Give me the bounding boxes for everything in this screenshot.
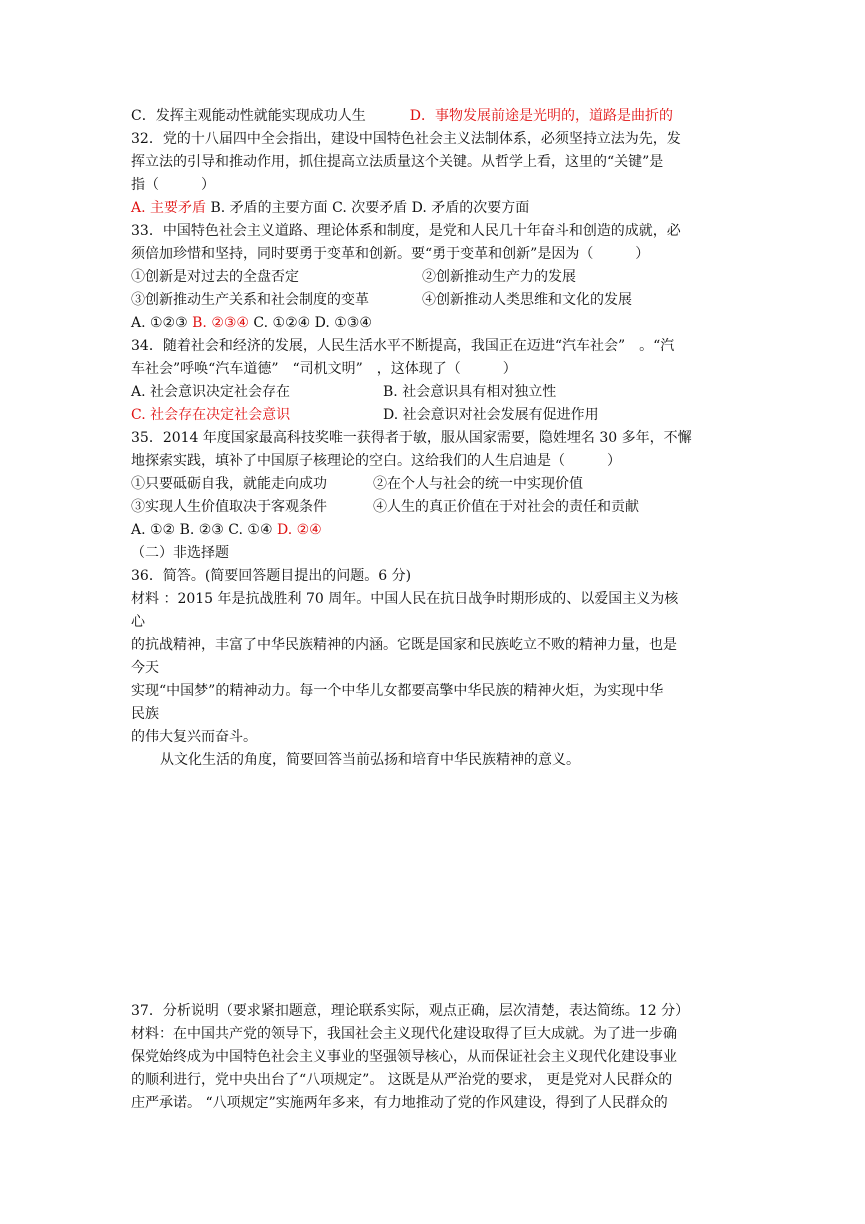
q37-material-line2: 保党始终成为中国特色社会主义事业的坚强领导核心，从而保证社会主义现代化建设事业 xyxy=(131,1049,677,1065)
q35-item-2: ②在个人与社会的统一中实现价值 xyxy=(373,476,583,492)
q32-stem-line2: 挥立法的引导和推动作用，抓住提高立法质量这个关键。从哲学上看，这里的“关键”是 xyxy=(131,154,664,170)
q33-option-b-answer: B. ②③④ xyxy=(192,315,249,331)
q33-items-row1 xyxy=(131,267,741,287)
q33-item-2: ②创新推动生产力的发展 xyxy=(422,269,576,285)
q33-items-row2 xyxy=(131,290,741,310)
q36-material-line7: 的伟大复兴而奋斗。 xyxy=(131,729,257,745)
q37-material-line3: 的顺利进行，党中央出台了“八项规定”。 这既是从严治党的要求， 更是党对人民群众的 xyxy=(131,1072,673,1088)
q34-option-d: D. 社会意识对社会发展有促进作用 xyxy=(383,407,599,423)
q31-option-d-answer: D．事物发展前途是光明的，道路是曲折的 xyxy=(409,108,673,124)
q34-option-b: B. 社会意识具有相对独立性 xyxy=(383,384,557,400)
q37-heading: 37．分析说明（要求紧扣题意，理论联系实际，观点正确，层次清楚，表达简练。12 分） xyxy=(131,1003,690,1019)
q31-options-cd xyxy=(131,106,741,126)
q34-options-row1 xyxy=(131,382,741,402)
q33-stem-line1: 33．中国特色社会主义道路、理论体系和制度，是党和人民几十年奋斗和创造的成就，必 xyxy=(131,223,681,239)
q35-items-row2 xyxy=(131,497,741,517)
q36-material-line3: 的抗战精神，丰富了中华民族精神的内涵。它既是国家和民族屹立不败的精神力量，也是 xyxy=(131,637,677,653)
q36-material-line6: 民族 xyxy=(131,706,159,722)
q35-item-3: ③实现人生价值取决于客观条件 xyxy=(131,499,327,515)
q36-material-line4: 今天 xyxy=(131,660,159,676)
q34-option-a: A. 社会意识决定社会存在 xyxy=(131,384,291,400)
q32-option-a-answer: A. 主要矛盾 xyxy=(131,200,207,216)
q33-stem-line2: 须倍加珍惜和坚持，同时要勇于变革和创新。要“勇于变革和创新”是因为（ ） xyxy=(131,246,650,262)
q35-item-4: ④人生的真正价值在于对社会的责任和贡献 xyxy=(373,499,639,515)
q32-stem-line3: 指（ ） xyxy=(131,177,215,193)
q34-stem-line2: 车社会”呼唤“汽车道德” “司机文明” ，这体现了（ ） xyxy=(131,361,517,377)
q33-item-4: ④创新推动人类思维和文化的发展 xyxy=(422,292,632,308)
q31-option-c: C．发挥主观能动性就能实现成功人生 xyxy=(131,108,366,124)
q35-stem-line2: 地探索实践，填补了中国原子核理论的空白。这给我们的人生启迪是（ ） xyxy=(131,453,621,469)
q33-item-3: ③创新推动生产关系和社会制度的变革 xyxy=(131,292,369,308)
q35-item-1: ①只要砥砺自我，就能走向成功 xyxy=(131,476,327,492)
section-heading-non-choice: （二）非选择题 xyxy=(131,545,229,561)
q33-options xyxy=(131,313,741,333)
q33-options-rest: C. ①②④ D. ①③④ xyxy=(248,315,372,331)
q32-options-rest: B. 矛盾的主要方面 C. 次要矛盾 D. 矛盾的次要方面 xyxy=(206,200,530,216)
q35-items-row1 xyxy=(131,474,741,494)
q34-options-row2 xyxy=(131,405,741,425)
q33-option-a: A. ①②③ xyxy=(131,315,193,331)
q34-option-c-answer: C. 社会存在决定社会意识 xyxy=(131,407,291,423)
q36-material-line5: 实现“中国梦”的精神动力。每一个中华儿女都要高擎中华民族的精神火炬，为实现中华 xyxy=(131,683,664,699)
q35-option-d-answer: D. ②④ xyxy=(276,522,322,538)
q32-options xyxy=(131,198,741,218)
q36-material-line2: 心 xyxy=(131,614,145,630)
q36-material-line1: 材料 ：2015 年是抗战胜利 70 周年。中国人民在抗日战争时期形成的、以爱国主义为核 xyxy=(131,591,679,607)
q34-stem-line1: 34．随着社会和经济的发展，人民生活水平不断提高，我国正在迈进“汽车社会” 。“汽 xyxy=(131,338,675,354)
q37-material-line1: 材料：在中国共产党的领导下，我国社会主义现代化建设取得了巨大成就。为了进一步确 xyxy=(131,1026,677,1042)
q36-heading: 36．简答。(简要回答题目提出的问题。6 分) xyxy=(131,568,412,584)
q35-stem-line1: 35．2014 年度国家最高科技奖唯一获得者于敏，服从国家需要，隐姓埋名 30 多年，不懈 xyxy=(131,430,692,446)
q35-options xyxy=(131,520,741,540)
q32-stem-line1: 32．党的十八届四中全会指出，建设中国特色社会主义法制体系，必须坚持立法为先，发 xyxy=(131,131,681,147)
q33-item-1: ①创新是对过去的全盘否定 xyxy=(131,269,299,285)
q36-question: 从文化生活的角度，简要回答当前弘扬和培育中华民族精神的意义。 xyxy=(160,752,580,768)
q37-material-line4: 庄严承诺。 “八项规定”实施两年多来，有力地推动了党的作风建设，得到了人民群众的 xyxy=(131,1095,668,1111)
q35-options-rest: A. ①② B. ②③ C. ①④ xyxy=(131,522,277,538)
